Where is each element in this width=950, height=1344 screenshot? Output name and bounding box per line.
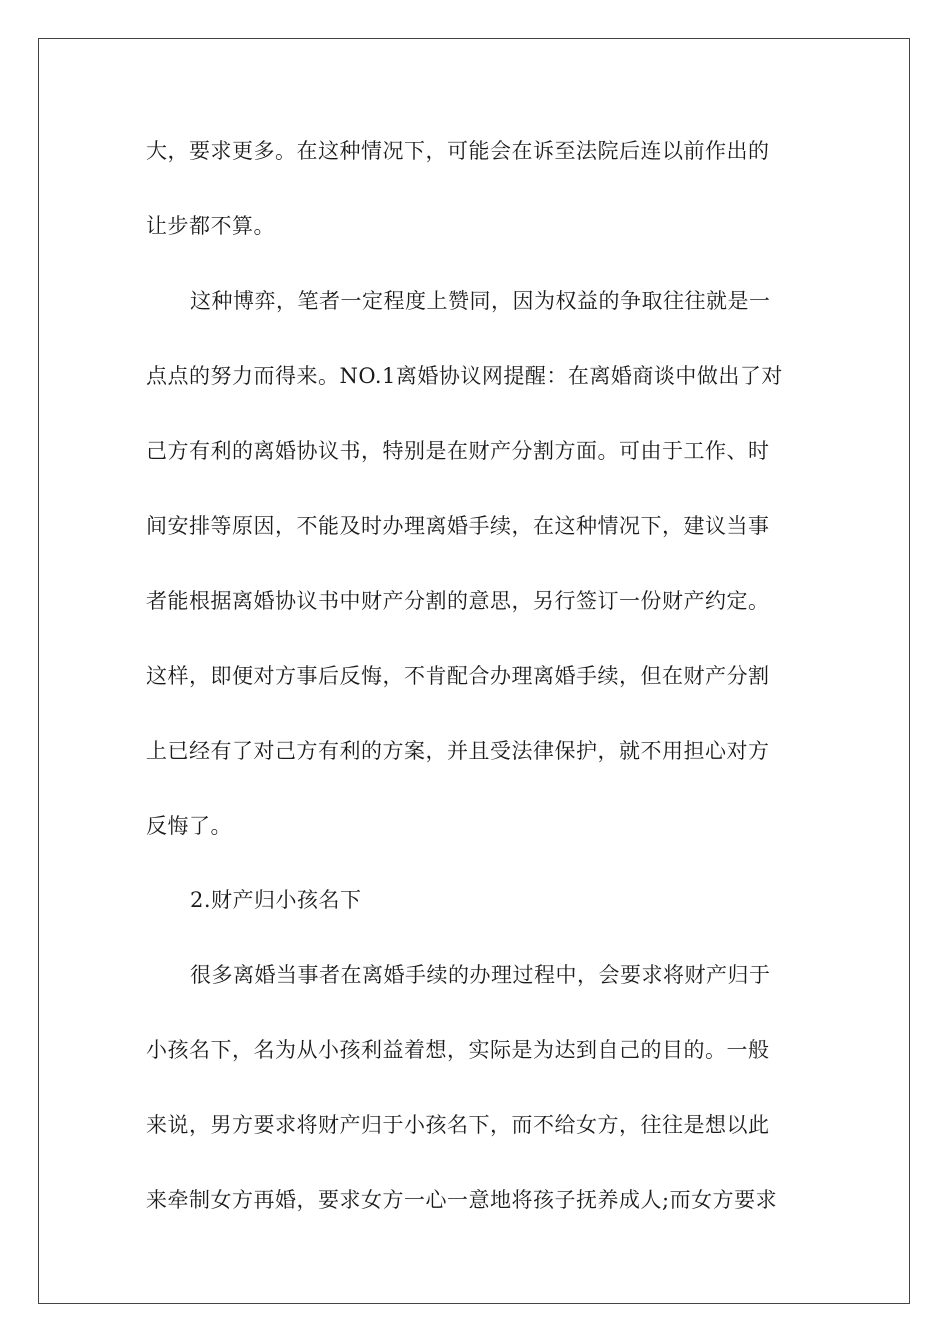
text-line: 让步都不算。 <box>146 214 275 238</box>
text-line: 这样，即便对方事后反悔，不肯配合办理离婚手续，但在财产分割 <box>146 664 770 688</box>
paragraph-start-line: 很多离婚当事者在离婚手续的办理过程中，会要求将财产归于 <box>190 963 771 987</box>
text-line: 上已经有了对己方有利的方案，并且受法律保护，就不用担心对方 <box>146 739 770 763</box>
section-heading: 2.财产归小孩名下 <box>190 888 362 912</box>
paragraph-start-line: 这种博弈，笔者一定程度上赞同，因为权益的争取往往就是一 <box>190 289 771 313</box>
text-line: 反悔了。 <box>146 814 232 838</box>
text-line: 间安排等原因，不能及时办理离婚手续，在这种情况下，建议当事 <box>146 514 770 538</box>
text-line: 者能根据离婚协议书中财产分割的意思，另行签订一份财产约定。 <box>146 589 770 613</box>
text-line: 小孩名下，名为从小孩利益着想，实际是为达到自己的目的。一般 <box>146 1038 770 1062</box>
text-line: 来牵制女方再婚，要求女方一心一意地将孩子抚养成人;而女方要求 <box>146 1188 778 1212</box>
text-line: 己方有利的离婚协议书，特别是在财产分割方面。可由于工作、时 <box>146 439 770 463</box>
text-line: 来说，男方要求将财产归于小孩名下，而不给女方，往往是想以此 <box>146 1113 770 1137</box>
text-line: 点点的努力而得来。NO.1离婚协议网提醒：在离婚商谈中做出了对 <box>146 364 783 388</box>
text-line: 大，要求更多。在这种情况下，可能会在诉至法院后连以前作出的 <box>146 139 770 163</box>
